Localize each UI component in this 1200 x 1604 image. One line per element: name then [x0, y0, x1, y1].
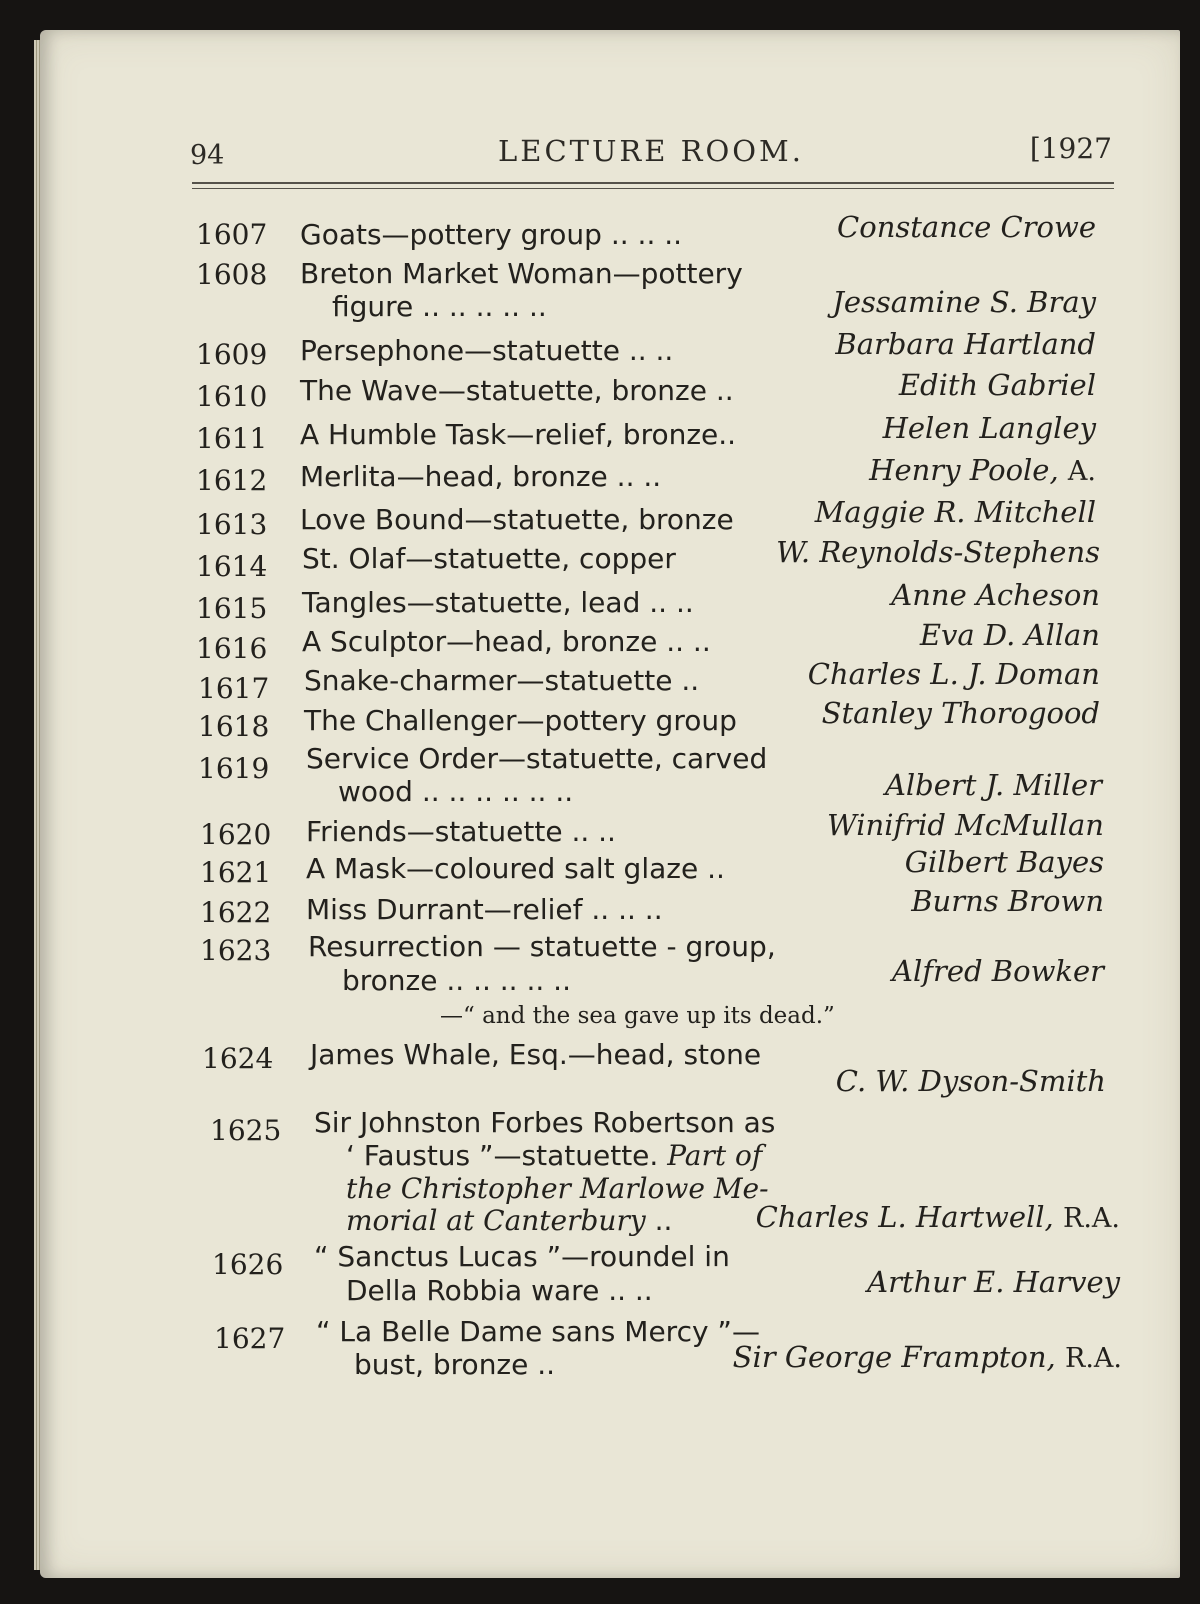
entry-title: Miss Durrant—relief .. .. ..	[306, 893, 663, 926]
page-number: 94	[190, 140, 225, 171]
entry-artist: Charles L. J. Doman	[807, 657, 1100, 691]
entry-artist: Alfred Bowker	[892, 954, 1104, 988]
entry-number: 1615	[196, 592, 268, 625]
entry-title: Resurrection — statuette - group,	[308, 930, 776, 963]
entry-title: “ La Belle Dame sans Mercy ”—	[316, 1315, 760, 1348]
entry-title: “ Sanctus Lucas ”—roundel in	[314, 1240, 730, 1273]
entry-title-continuation: bronze .. .. .. .. ..	[342, 964, 571, 997]
title-italic-note: the Christopher Marlowe Me-	[346, 1172, 769, 1205]
entry-artist: Barbara Hartland	[835, 327, 1096, 361]
entry-number: 1619	[198, 752, 270, 785]
entry-title: Snake-charmer—statuette ..	[304, 664, 700, 697]
entry-title: The Wave—statuette, bronze ..	[300, 374, 734, 407]
entry-title: Friends—statuette .. ..	[306, 815, 616, 848]
entry-number: 1612	[196, 464, 268, 497]
entry-number: 1622	[200, 896, 272, 929]
title-italic-note: Part of	[667, 1139, 763, 1172]
entry-number: 1625	[210, 1114, 282, 1147]
entry-title: A Sculptor—head, bronze .. ..	[302, 625, 711, 658]
running-head: LECTURE ROOM.	[498, 134, 804, 168]
artist-suffix: R.A.	[1063, 1203, 1120, 1234]
entry-artist: Edith Gabriel	[898, 368, 1096, 402]
entry-number: 1611	[196, 422, 268, 455]
entry-artist: Burns Brown	[911, 884, 1104, 918]
entry-quotation: —“ and the sea gave up its dead.”	[440, 1003, 835, 1029]
entry-title: Goats—pottery group .. .. ..	[300, 218, 683, 251]
entry-title-continuation: ‘ Faustus ”—statuette. Part of	[346, 1139, 763, 1172]
entry-title: St. Olaf—statuette, copper	[302, 542, 676, 575]
entry-artist: W. Reynolds-Stephens	[776, 535, 1100, 569]
entry-artist: Henry Poole, A.	[869, 453, 1096, 487]
entry-artist: Helen Langley	[882, 411, 1096, 445]
entry-artist: Anne Acheson	[891, 578, 1100, 612]
entry-number: 1626	[212, 1248, 284, 1281]
entry-artist: C. W. Dyson-Smith	[835, 1064, 1106, 1098]
title-italic-note: morial at Canterbury	[346, 1204, 646, 1237]
entry-number: 1623	[200, 934, 272, 967]
entry-artist: Constance Crowe	[837, 210, 1096, 244]
entry-title: Love Bound—statuette, bronze	[300, 503, 734, 536]
entry-artist: Stanley Thorogood	[821, 696, 1100, 730]
entry-title: Merlita—head, bronze .. ..	[300, 460, 662, 493]
header-year: [1927	[1029, 132, 1112, 165]
entry-title: The Challenger—pottery group	[304, 704, 737, 737]
entry-artist: Arthur E. Harvey	[867, 1265, 1120, 1299]
entry-number: 1614	[196, 550, 268, 583]
entry-number: 1621	[200, 856, 272, 889]
entry-number: 1620	[200, 818, 272, 851]
entry-number: 1624	[202, 1042, 274, 1075]
entry-number: 1617	[198, 672, 270, 705]
entry-number: 1608	[196, 258, 268, 291]
entry-title-continuation: figure .. .. .. .. ..	[332, 290, 547, 323]
artist-suffix: R.A.	[1065, 1343, 1122, 1374]
entry-title-continuation: wood .. .. .. .. .. ..	[338, 775, 574, 808]
entry-artist: Sir George Frampton, R.A.	[732, 1340, 1122, 1374]
entry-artist: Eva D. Allan	[919, 618, 1100, 652]
entry-title-continuation: bust, bronze ..	[354, 1348, 556, 1381]
artist-suffix: A.	[1067, 456, 1096, 487]
entry-title: Breton Market Woman—pottery	[300, 257, 743, 290]
entry-artist: Jessamine S. Bray	[832, 285, 1096, 319]
entry-artist: Charles L. Hartwell, R.A.	[755, 1200, 1120, 1234]
entry-title: Persephone—statuette .. ..	[300, 334, 674, 367]
entry-title-continuation: Della Robbia ware .. ..	[346, 1274, 653, 1307]
entry-title-continuation: morial at Canterbury ..	[346, 1204, 673, 1237]
entry-title: A Humble Task—relief, bronze..	[300, 418, 737, 451]
entry-number: 1610	[196, 380, 268, 413]
entry-number: 1609	[196, 338, 268, 371]
entry-title: Tangles—statuette, lead .. ..	[302, 586, 694, 619]
entry-number: 1607	[196, 218, 268, 251]
entry-artist: Winifrid McMullan	[826, 808, 1104, 842]
entry-artist: Gilbert Bayes	[904, 845, 1104, 879]
entry-number: 1627	[214, 1322, 286, 1355]
entry-title: James Whale, Esq.—head, stone	[310, 1038, 762, 1071]
entry-number: 1618	[198, 710, 270, 743]
entry-title: Service Order—statuette, carved	[306, 742, 768, 775]
entry-number: 1616	[196, 632, 268, 665]
entry-title: Sir Johnston Forbes Robertson as	[314, 1106, 776, 1139]
entry-artist: Albert J. Miller	[884, 768, 1102, 802]
entry-number: 1613	[196, 508, 268, 541]
entry-title: A Mask—coloured salt glaze ..	[306, 852, 725, 885]
entry-artist: Maggie R. Mitchell	[814, 495, 1096, 529]
